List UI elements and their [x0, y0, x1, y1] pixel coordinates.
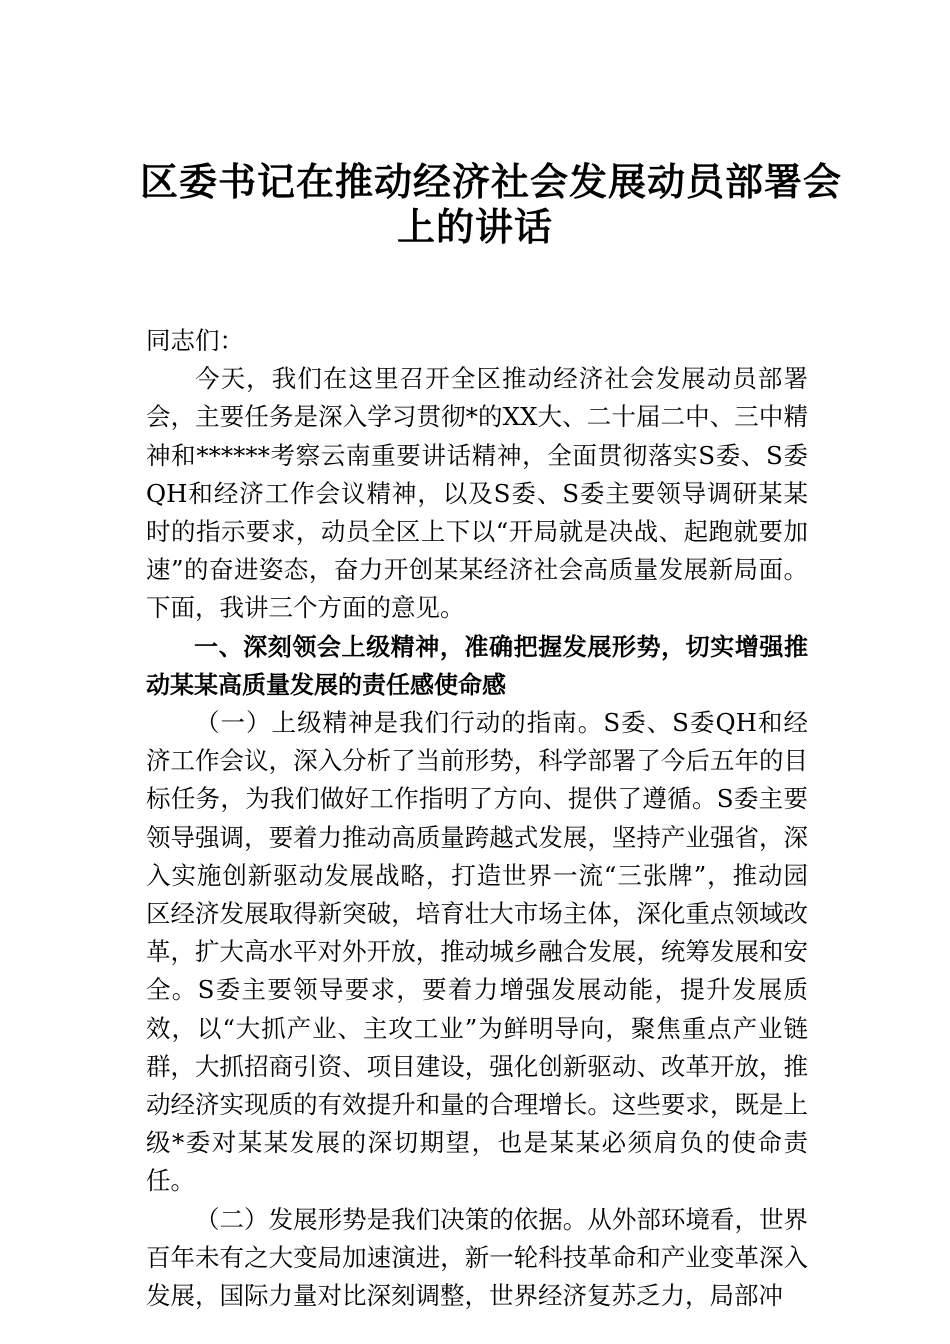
salutation: 同志们： [146, 326, 244, 355]
document-body [146, 322, 808, 1315]
document-title-line-2: 上的讲话 [396, 205, 553, 249]
document-title-line-1: 区委书记在推动经济社会发展动员部署会 [140, 160, 843, 204]
section-heading-1: 一、深刻领会上级精神，准确把握发展形势，切实增强推动某某高质量发展的责任感使命感 [146, 632, 808, 699]
opening-paragraph: 今天，我们在这里召开全区推动经济社会发展动员部署会，主要任务是深入学习贯彻*的XX大、二十届二中、三中精神和******考察云南重要讲话精神，全面贯彻落实S委、S委QH和经济工作会议精神，以及S委、S委主要领导调研某某时的指示要求，动员全区上下以“开局就是决战、起跑就要加速”的奋进姿态，奋力开创某某经济社会高质量发展新局面。下面，我讲三个方面的意见。 [146, 364, 808, 623]
subsection-paragraph-1: （一）上级精神是我们行动的指南。S委、S委QH和经济工作会议，深入分析了当前形势，科学部署了今后五年的目标任务，为我们做好工作指明了方向、提供了遵循。S委主要领导强调，要着力推动高质量跨越式发展，坚持产业强省，深入实施创新驱动发展战略，打造世界一流“三张牌”，推动园区经济发展取得新突破，培育壮大市场主体，深化重点领域改革，扩大高水平对外开放，推动城乡融合发展，统筹发展和安全。S委主要领导要求，要着力增强发展动能，提升发展质效，以“大抓产业、主攻工业”为鲜明导向，聚焦重点产业链群，大抓招商引资、项目建设，强化创新驱动、改革开放，推动经济实现质的有效提升和量的合理增长。这些要求，既是上级*委对某某发展的深切期望，也是某某必须肩负的使命责任。 [146, 708, 808, 1196]
subsection-paragraph-2: （二）发展形势是我们决策的依据。从外部环境看，世界百年未有之大变局加速演进，新一轮科技革命和产业变革深入发展，国际力量对比深刻调整，世界经济复苏乏力，局部冲 [146, 1204, 808, 1311]
